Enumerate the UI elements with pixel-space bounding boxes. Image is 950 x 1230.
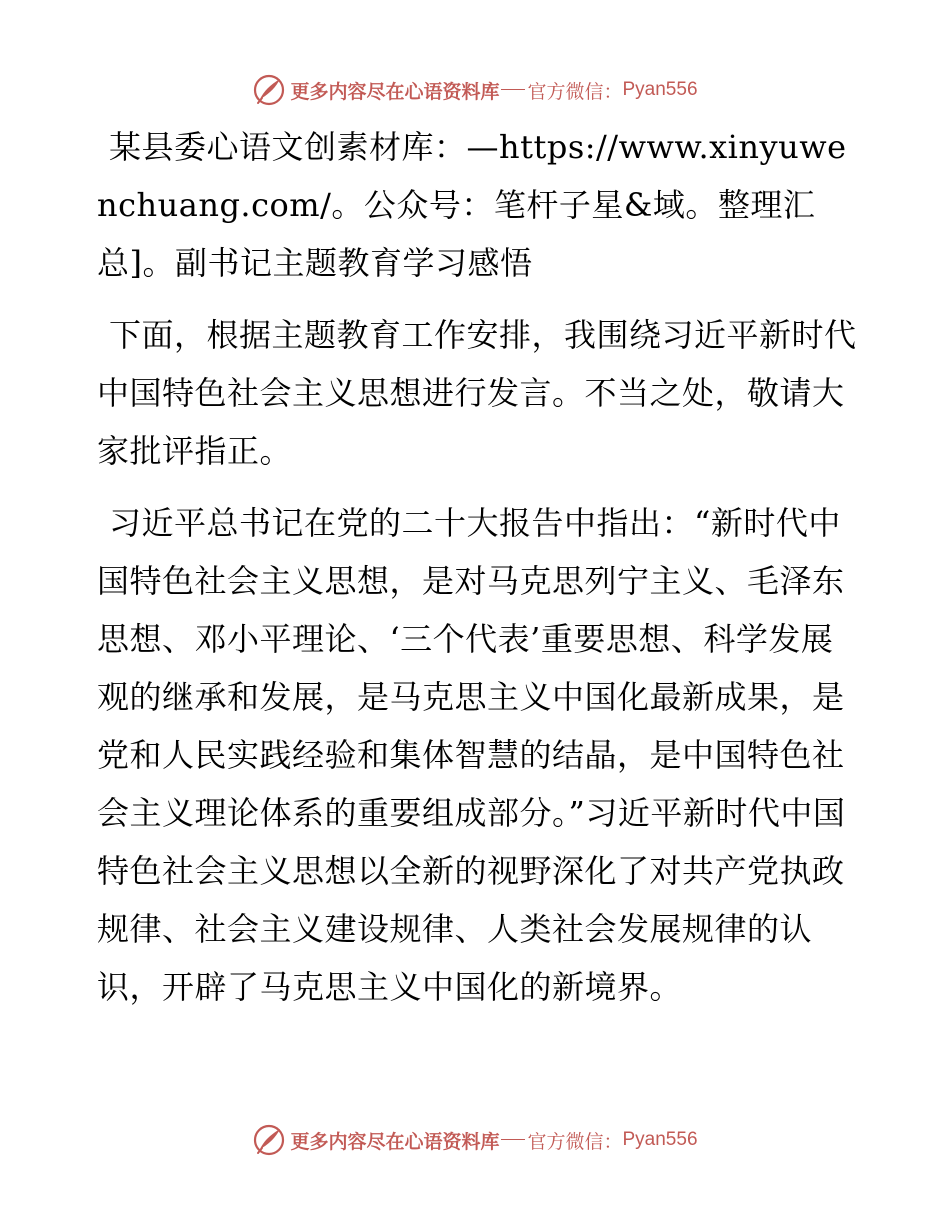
- banner-wechat-id: Pyan556: [622, 1129, 698, 1150]
- banner-official-label: 官方微信：: [527, 1130, 623, 1153]
- banner-dash: [501, 1139, 525, 1140]
- banner-brand-text: 更多内容尽在心语资料库: [290, 80, 500, 103]
- banner-brand-text: 更多内容尽在心语资料库: [290, 1130, 500, 1153]
- paragraph-intro: 下面，根据主题教育工作安排，我围绕习近平新时代中国特色社会主义思想进行发言。不当之处，敬请大家批评指正。: [97, 316, 857, 470]
- banner-wechat-id: Pyan556: [622, 79, 698, 100]
- header-banner: [0, 70, 950, 110]
- document-body: [97, 118, 857, 1030]
- banner-official-label: 官方微信：: [527, 80, 623, 103]
- paragraph-title: 某县委心语文创素材库：—https://www.xinyuwenchuang.com/。公众号：笔杆子星&域。整理汇总]。副书记主题教育学习感悟: [97, 128, 847, 282]
- quill-logo-icon: [252, 73, 286, 107]
- quill-logo-icon: [252, 1123, 286, 1157]
- paragraph-main: 习近平总书记在党的二十大报告中指出：“新时代中国特色社会主义思想，是对马克思列宁主义、毛泽东思想、邓小平理论、‘三个代表’重要思想、科学发展观的继承和发展，是马克思主义中国化最新成果，是党和人民实践经验和集体智慧的结晶，是中国特色社会主义理论体系的重要组成部分。”习近平新时代中国特色社会主义思想以全新的视野深化了对共产党执政规律、社会主义建设规律、人类社会发展规律的认识，开辟了马克思主义中国化的新境界。: [97, 504, 846, 1006]
- footer-banner: [0, 1120, 950, 1160]
- banner-dash: [501, 89, 525, 90]
